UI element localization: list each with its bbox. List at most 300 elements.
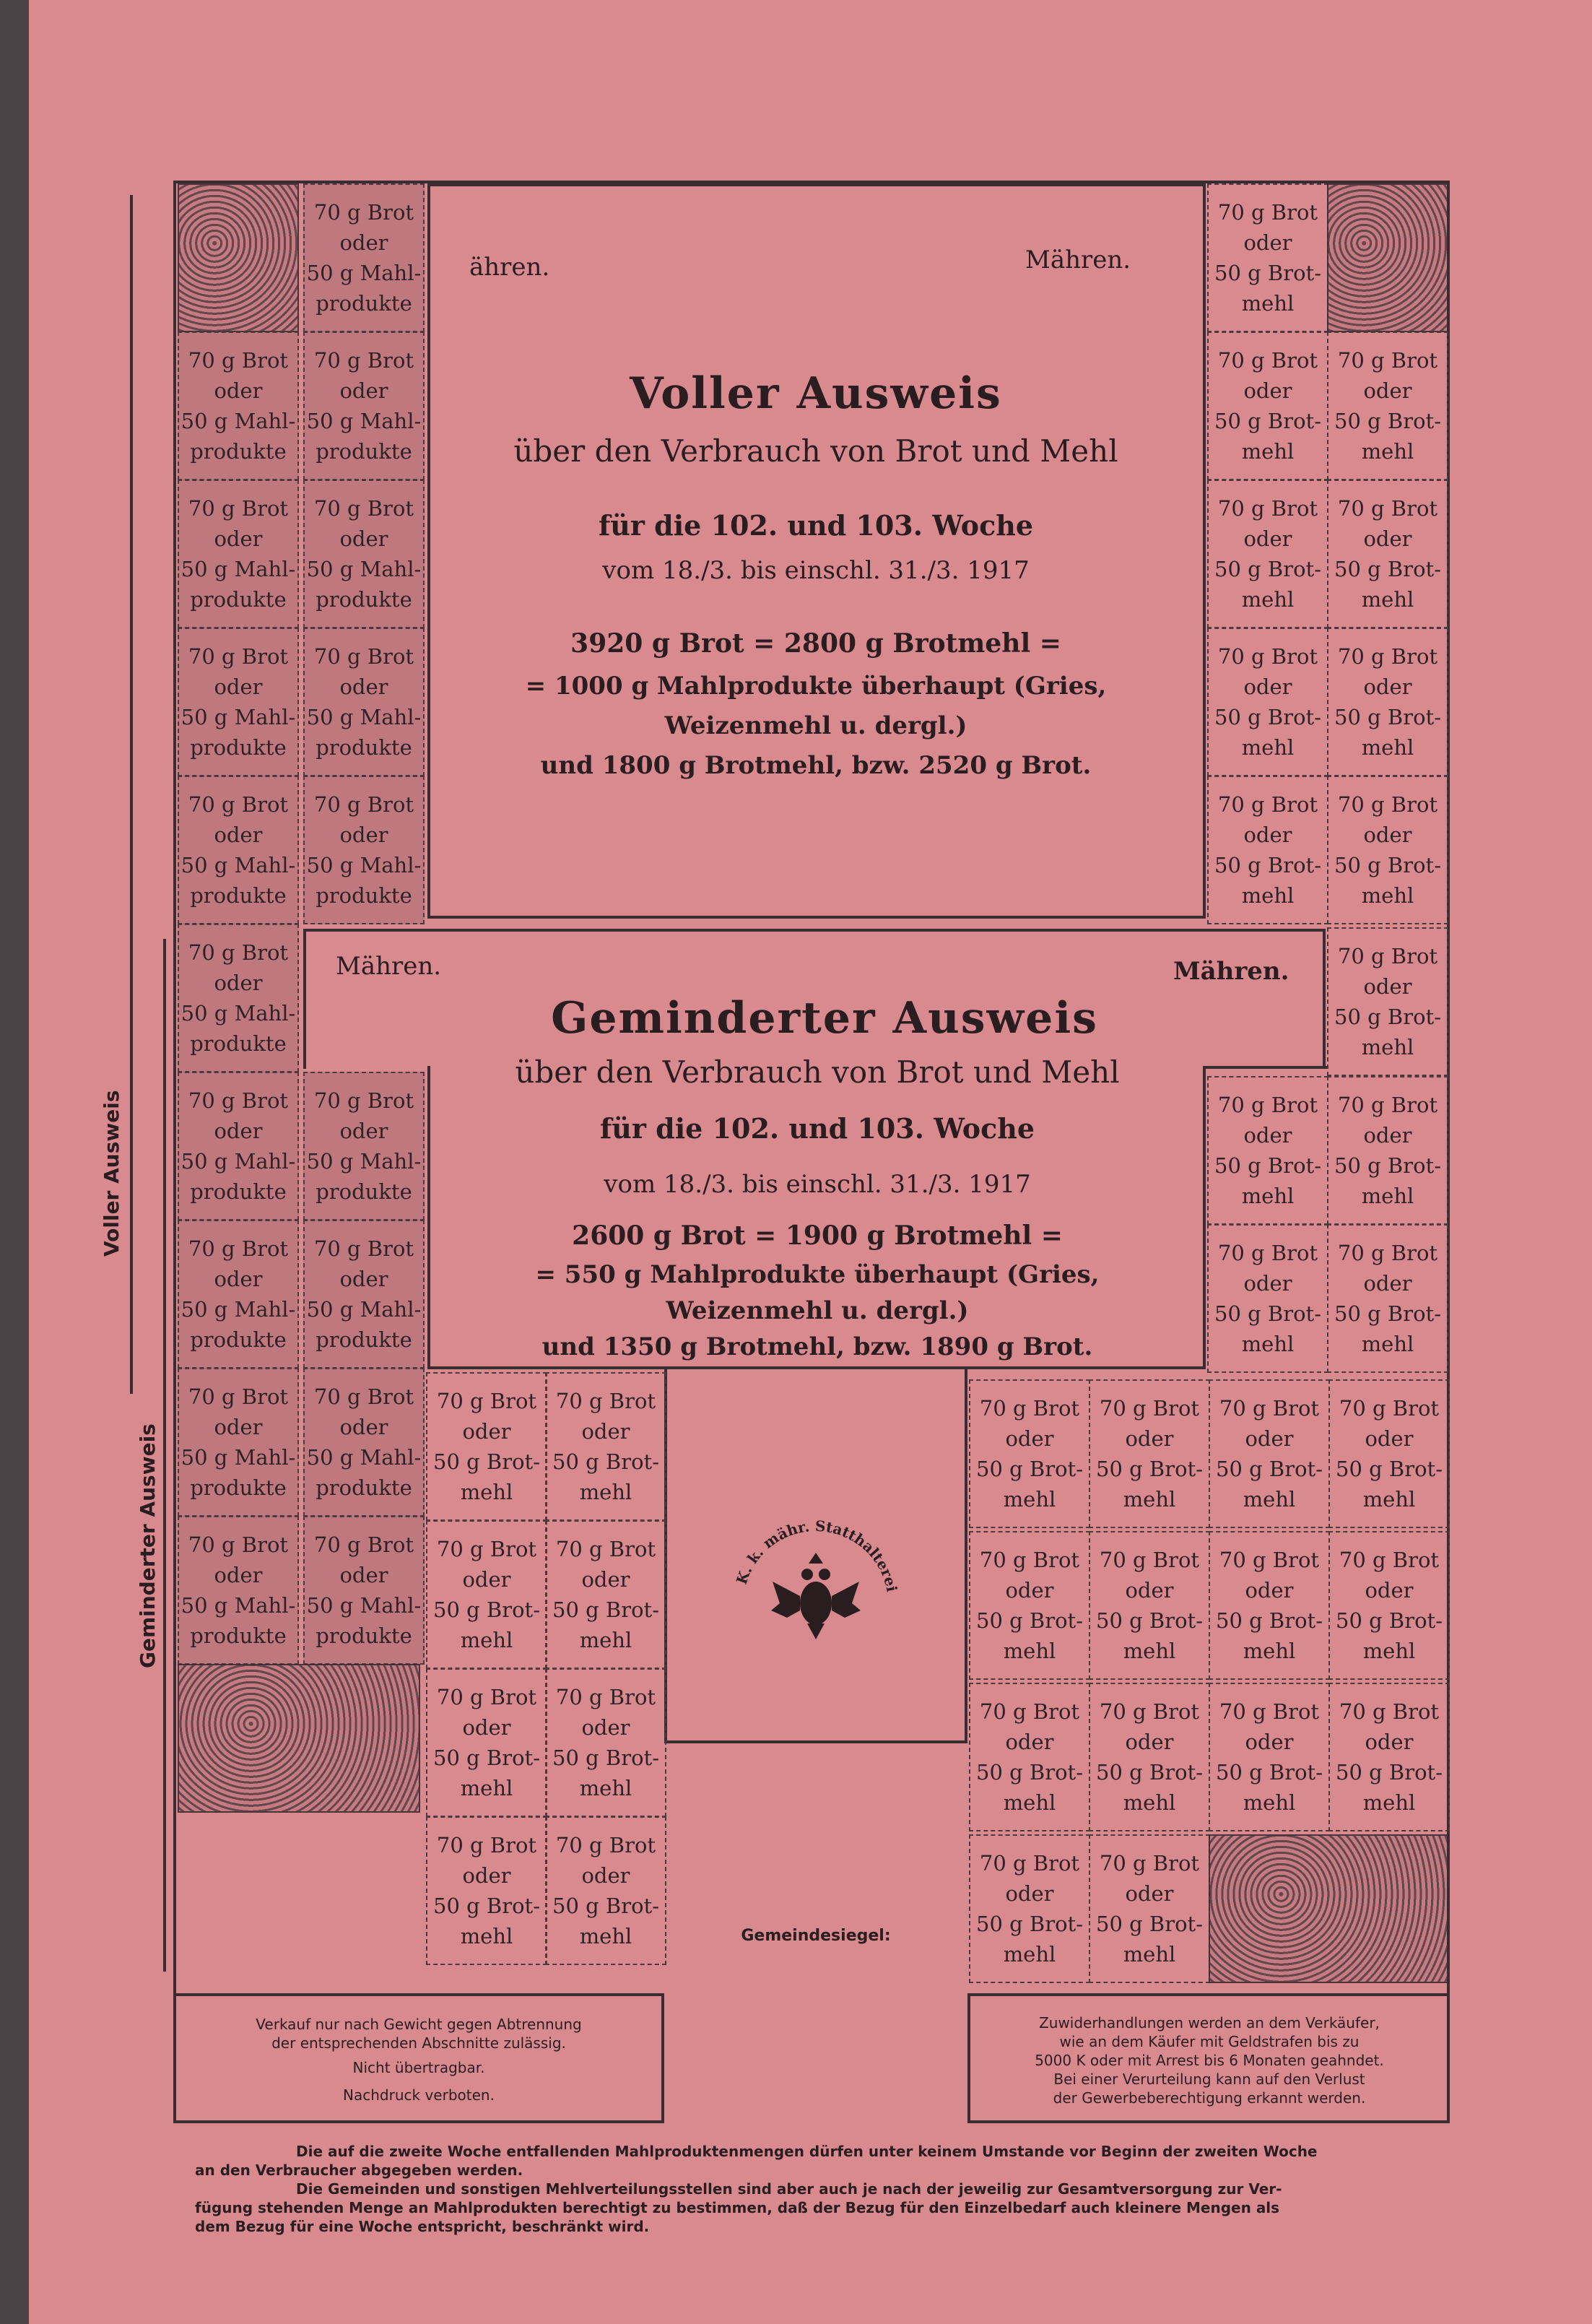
coupon-brotmehl[interactable]	[1207, 1076, 1328, 1225]
coupon-text-line: mehl	[1361, 1184, 1414, 1208]
coupon-text-line: 70 g Brot	[313, 200, 414, 225]
gemeindesiegel-label: Gemeindesiegel:	[741, 1927, 891, 1945]
coupon-text-line: oder	[1005, 1881, 1054, 1906]
coupon-text-line: 50 g Brot-	[1334, 853, 1441, 877]
scan-edge	[0, 0, 29, 2324]
gemindert-period: vom 18./3. bis einschl. 31./3. 1917	[604, 1170, 1031, 1199]
footer-line-5: dem Bezug für eine Woche entspricht, beschränkt wird.	[195, 2218, 650, 2235]
coupon-text-line: 50 g Mahl-	[306, 705, 422, 729]
coupon-mahlprodukte[interactable]	[178, 331, 299, 480]
coupon-text-line: 70 g Brot	[979, 1548, 1080, 1572]
coupon-text-line: 50 g Brot-	[976, 1457, 1083, 1481]
coupon-text-line: 70 g Brot	[1337, 1093, 1438, 1117]
voller-line2: = 1000 g Mahlprodukte überhaupt (Gries,	[525, 672, 1107, 701]
coupon-text-line: 50 g Brot-	[1214, 853, 1321, 877]
coupon-text-line: 50 g Brot-	[1336, 1760, 1443, 1785]
coupon-brotmehl[interactable]	[426, 1520, 547, 1669]
coupon-text-line: oder	[1125, 1730, 1174, 1754]
coupon-text-line: mehl	[1241, 1332, 1295, 1356]
coupon-text-line: oder	[214, 675, 263, 699]
coupon-text-line: 50 g Brot-	[1334, 1301, 1441, 1326]
coupon-brotmehl[interactable]	[1089, 1683, 1210, 1831]
coupon-text-line: 50 g Brot-	[1334, 1005, 1441, 1029]
coupon-brotmehl[interactable]	[1327, 1076, 1448, 1225]
coupon-text-line: mehl	[1243, 1639, 1296, 1663]
coupon-text-line: 70 g Brot	[555, 1685, 656, 1709]
coupon-text-line: produkte	[190, 439, 287, 464]
coupon-text-line: 70 g Brot	[555, 1833, 656, 1857]
footer-line-1: Die auf die zweite Woche entfallenden Mahlproduktenmengen dürfen unter keinem Umstande vor Beginn der zweiten Woche	[296, 2143, 1318, 2160]
coupon-text-line: produkte	[190, 1179, 287, 1204]
coupon-brotmehl[interactable]	[969, 1683, 1090, 1831]
coupon-text-line: 70 g Brot	[313, 1532, 414, 1557]
coupon-brotmehl[interactable]	[545, 1668, 666, 1817]
coupon-text-line: 70 g Brot	[188, 1384, 289, 1409]
coupon-text-line: mehl	[1241, 735, 1295, 760]
coupon-text-line: produkte	[190, 1031, 287, 1056]
region-label-right: Mähren.	[1025, 246, 1131, 274]
coupon-text-line: mehl	[579, 1776, 632, 1800]
coupon-text-line: 70 g Brot	[1099, 1851, 1200, 1876]
coupon-text-line: mehl	[1241, 883, 1295, 908]
coupon-text-line: produkte	[316, 1475, 412, 1500]
coupon-text-line: produkte	[190, 883, 287, 908]
coupon-brotmehl[interactable]	[969, 1379, 1090, 1528]
coupon-brotmehl[interactable]	[1328, 1531, 1450, 1680]
coupon-text-line: 70 g Brot	[313, 1088, 414, 1113]
seal-text: K. k. mähr. Statthalterei	[732, 1517, 901, 1594]
coupon-text-line: oder	[1005, 1730, 1054, 1754]
coupon-text-line: 50 g Brot-	[433, 1597, 540, 1622]
region-label-right-2: Mähren.	[1173, 957, 1289, 986]
coupon-text-line: mehl	[1003, 1790, 1056, 1815]
coupon-brotmehl[interactable]	[1207, 776, 1328, 924]
coupon-mahlprodukte[interactable]	[303, 628, 425, 776]
coupon-text-line: mehl	[1003, 1942, 1056, 1967]
coupon-text-line: oder	[1245, 1578, 1294, 1603]
coupon-text-line: 70 g Brot	[1217, 1093, 1318, 1117]
coupon-text-line: oder	[1243, 230, 1292, 255]
coupon-text-line: mehl	[1361, 587, 1414, 612]
coupon-text-line: mehl	[1123, 1942, 1176, 1967]
coupon-text-line: oder	[1245, 1730, 1294, 1754]
coupon-text-line: oder	[214, 1119, 263, 1143]
coupon-text-line: 50 g Brot-	[976, 1912, 1083, 1936]
coupon-mahlprodukte[interactable]	[303, 1368, 425, 1517]
coupon-text-line: mehl	[1361, 735, 1414, 760]
coupon-text-line: produkte	[190, 1327, 287, 1352]
coupon-text-line: produkte	[316, 883, 412, 908]
coupon-brotmehl[interactable]	[1207, 183, 1328, 332]
coupon-text-line: 70 g Brot	[1337, 1241, 1438, 1265]
coupon-text-line: mehl	[1361, 1332, 1414, 1356]
coupon-text-line: 50 g Brot-	[433, 1449, 540, 1474]
coupon-text-line: mehl	[1361, 1035, 1414, 1059]
coupon-text-line: oder	[214, 378, 263, 403]
coupon-text-line: oder	[1363, 1123, 1412, 1148]
gemindert-line1: 2600 g Brot = 1900 g Brotmehl =	[572, 1220, 1063, 1251]
coupon-text-line: 50 g Brot-	[1096, 1912, 1203, 1936]
coupon-text-line: 70 g Brot	[1339, 1396, 1440, 1421]
voller-line3: Weizenmehl u. dergl.)	[664, 711, 967, 740]
coupon-brotmehl[interactable]	[1328, 1683, 1450, 1831]
coupon-brotmehl[interactable]	[1209, 1531, 1330, 1680]
coupon-brotmehl[interactable]	[1209, 1683, 1330, 1831]
coupon-text-line: 70 g Brot	[1099, 1396, 1200, 1421]
coupon-text-line: 50 g Mahl-	[306, 1445, 422, 1470]
coupon-text-line: mehl	[460, 1776, 513, 1800]
left-notice-1: Verkauf nur nach Gewicht gegen Abtrennung	[256, 2016, 582, 2033]
coupon-text-line: 50 g Brot-	[552, 1449, 659, 1474]
gemindert-line2: = 550 g Mahlprodukte überhaupt (Gries,	[535, 1260, 1100, 1289]
coupon-text-line: 70 g Brot	[1217, 348, 1318, 373]
coupon-mahlprodukte[interactable]	[178, 1220, 299, 1369]
coupon-text-line: 50 g Mahl-	[306, 557, 422, 581]
coupon-text-line: 70 g Brot	[188, 1532, 289, 1557]
voller-line1: 3920 g Brot = 2800 g Brotmehl =	[570, 628, 1061, 659]
coupon-text-line: produkte	[316, 291, 412, 316]
coupon-mahlprodukte[interactable]	[303, 183, 425, 332]
coupon-text-line: 70 g Brot	[313, 1236, 414, 1261]
coupon-brotmehl[interactable]	[1327, 1224, 1448, 1373]
coupon-brotmehl[interactable]	[1207, 628, 1328, 776]
coupon-text-line: 50 g Brot-	[1214, 261, 1321, 285]
coupon-text-line: 50 g Brot-	[552, 1894, 659, 1918]
coupon-brotmehl[interactable]	[426, 1372, 547, 1521]
coupon-text-line: 50 g Brot-	[976, 1760, 1083, 1785]
coupon-text-line: 50 g Mahl-	[180, 557, 296, 581]
guilloche-pattern	[1209, 1834, 1448, 1983]
coupon-text-line: oder	[1243, 1271, 1292, 1296]
coupon-text-line: 70 g Brot	[1337, 644, 1438, 669]
coupon-text-line: produkte	[316, 1179, 412, 1204]
coupon-mahlprodukte[interactable]	[303, 331, 425, 480]
coupon-text-line: mehl	[1243, 1790, 1296, 1815]
coupon-text-line: oder	[1363, 526, 1412, 551]
coupon-text-line: produkte	[316, 735, 412, 760]
region-label-left: ähren.	[469, 253, 550, 282]
coupon-brotmehl[interactable]	[1207, 480, 1328, 628]
coupon-text-line: 70 g Brot	[1219, 1699, 1320, 1724]
coupon-brotmehl[interactable]	[1327, 480, 1448, 628]
coupon-brotmehl[interactable]	[426, 1668, 547, 1817]
coupon-brotmehl[interactable]	[1327, 331, 1448, 480]
coupon-text-line: oder	[339, 230, 388, 255]
coupon-text-line: mehl	[1241, 1184, 1295, 1208]
coupon-text-line: 50 g Brot-	[1334, 557, 1441, 581]
right-notice-5: der Gewerbeberechtigung erkannt werden.	[1053, 2089, 1366, 2107]
coupon-text-line: 70 g Brot	[1337, 348, 1438, 373]
gemindert-line4: und 1350 g Brotmehl, bzw. 1890 g Brot.	[541, 1332, 1093, 1361]
guilloche-pattern	[178, 1664, 420, 1813]
coupon-text-line: 50 g Brot-	[1096, 1760, 1203, 1785]
coupon-text-line: mehl	[1003, 1487, 1056, 1512]
coupon-text-line: oder	[214, 823, 263, 847]
coupon-text-line: produkte	[190, 1475, 287, 1500]
coupon-text-line: oder	[1363, 675, 1412, 699]
coupon-brotmehl[interactable]	[1327, 628, 1448, 776]
coupon-text-line: oder	[1243, 1123, 1292, 1148]
coupon-text-line: oder	[214, 971, 263, 995]
coupon-mahlprodukte[interactable]	[178, 1516, 299, 1665]
coupon-text-line: oder	[1365, 1578, 1414, 1603]
imperial-seal	[722, 1495, 910, 1654]
coupon-mahlprodukte[interactable]	[178, 1368, 299, 1517]
voller-subtitle: über den Verbrauch von Brot und Mehl	[513, 433, 1118, 469]
coupon-text-line: mehl	[1241, 439, 1295, 464]
coupon-text-line: 50 g Brot-	[976, 1608, 1083, 1633]
coupon-text-line: 50 g Brot-	[433, 1746, 540, 1770]
coupon-text-line: produkte	[316, 1327, 412, 1352]
coupon-text-line: 70 g Brot	[188, 496, 289, 521]
voller-panel	[427, 183, 1206, 919]
coupon-text-line: oder	[339, 378, 388, 403]
coupon-text-line: oder	[462, 1567, 511, 1592]
coupon-text-line: oder	[1363, 974, 1412, 999]
gemindert-subtitle: über den Verbrauch von Brot und Mehl	[515, 1054, 1120, 1090]
coupon-text-line: 70 g Brot	[436, 1833, 537, 1857]
coupon-brotmehl[interactable]	[969, 1531, 1090, 1680]
coupon-text-line: 50 g Brot-	[1216, 1457, 1323, 1481]
coupon-text-line: oder	[1125, 1881, 1174, 1906]
guilloche-pattern	[178, 183, 299, 332]
coupon-text-line: produkte	[190, 735, 287, 760]
coupon-text-line: 70 g Brot	[1217, 200, 1318, 225]
coupon-mahlprodukte[interactable]	[303, 1516, 425, 1665]
coupon-text-line: 70 g Brot	[188, 1088, 289, 1113]
coupon-text-line: 50 g Brot-	[1214, 1153, 1321, 1178]
coupon-text-line: 50 g Mahl-	[180, 1149, 296, 1174]
coupon-brotmehl[interactable]	[1207, 331, 1328, 480]
coupon-text-line: oder	[1363, 1271, 1412, 1296]
coupon-text-line: 70 g Brot	[436, 1537, 537, 1561]
coupon-brotmehl[interactable]	[1209, 1379, 1330, 1528]
right-notice-4: Bei einer Verurteilung kann auf den Verlust	[1053, 2071, 1365, 2088]
coupon-text-line: 50 g Brot-	[1214, 705, 1321, 729]
coupon-text-line: 70 g Brot	[1219, 1548, 1320, 1572]
coupon-text-line: mehl	[1123, 1487, 1176, 1512]
coupon-text-line: 50 g Brot-	[1096, 1457, 1203, 1481]
coupon-text-line: 70 g Brot	[313, 644, 414, 669]
coupon-text-line: mehl	[1362, 1487, 1416, 1512]
coupon-text-line: 70 g Brot	[1217, 792, 1318, 817]
coupon-text-line: oder	[1245, 1426, 1294, 1451]
coupon-text-line: 50 g Brot-	[433, 1894, 540, 1918]
right-notice-3: 5000 K oder mit Arrest bis 6 Monaten geahndet.	[1035, 2052, 1384, 2069]
coupon-text-line: mehl	[1362, 1639, 1416, 1663]
coupon-text-line: mehl	[1123, 1639, 1176, 1663]
coupon-text-line: mehl	[579, 1924, 632, 1948]
coupon-text-line: 70 g Brot	[313, 496, 414, 521]
voller-title: Voller Ausweis	[630, 368, 1002, 419]
coupon-text-line: mehl	[460, 1924, 513, 1948]
coupon-brotmehl[interactable]	[1327, 927, 1448, 1076]
coupon-text-line: mehl	[1003, 1639, 1056, 1663]
coupon-text-line: 50 g Mahl-	[180, 705, 296, 729]
coupon-brotmehl[interactable]	[1089, 1531, 1210, 1680]
frame-line	[173, 181, 176, 2029]
coupon-text-line: 50 g Mahl-	[306, 1297, 422, 1322]
gemindert-line3: Weizenmehl u. dergl.)	[666, 1296, 969, 1325]
coupon-mahlprodukte[interactable]	[178, 924, 299, 1072]
side-label-voller: Voller Ausweis	[100, 1090, 123, 1257]
coupon-text-line: oder	[1243, 526, 1292, 551]
coupon-text-line: 50 g Brot-	[1096, 1608, 1203, 1633]
coupon-text-line: oder	[214, 1267, 263, 1291]
coupon-text-line: 70 g Brot	[313, 1384, 414, 1409]
coupon-text-line: 50 g Mahl-	[180, 853, 296, 877]
coupon-text-line: 70 g Brot	[1219, 1396, 1320, 1421]
coupon-text-line: 50 g Mahl-	[306, 261, 422, 285]
guilloche-pattern	[1327, 183, 1448, 332]
coupon-text-line: 70 g Brot	[436, 1685, 537, 1709]
coupon-text-line: 50 g Mahl-	[306, 1149, 422, 1174]
coupon-brotmehl[interactable]	[545, 1520, 666, 1669]
coupon-text-line: 50 g Brot-	[1216, 1760, 1323, 1785]
coupon-text-line: 50 g Brot-	[1214, 409, 1321, 433]
coupon-mahlprodukte[interactable]	[178, 776, 299, 924]
coupon-text-line: 50 g Mahl-	[306, 409, 422, 433]
coupon-text-line: 50 g Brot-	[552, 1597, 659, 1622]
coupon-brotmehl[interactable]	[969, 1834, 1090, 1983]
coupon-text-line: oder	[339, 823, 388, 847]
left-notice-4: Nachdruck verboten.	[343, 2086, 495, 2104]
coupon-text-line: 50 g Mahl-	[180, 1445, 296, 1470]
frame-line	[1206, 1066, 1328, 1069]
coupon-text-line: 50 g Brot-	[1214, 1301, 1321, 1326]
coupon-mahlprodukte[interactable]	[303, 1072, 425, 1220]
coupon-text-line: oder	[462, 1715, 511, 1740]
footer-line-4: fügung stehenden Menge an Mahlprodukten berechtigt zu bestimmen, daß der Bezug für den Einzelbedarf auch kleinere Mengen als	[195, 2199, 1280, 2216]
coupon-brotmehl[interactable]	[1207, 1224, 1328, 1373]
coupon-text-line: oder	[462, 1863, 511, 1888]
coupon-text-line: mehl	[1241, 587, 1295, 612]
coupon-text-line: 50 g Mahl-	[180, 409, 296, 433]
coupon-text-line: mehl	[1362, 1790, 1416, 1815]
coupon-text-line: oder	[581, 1567, 630, 1592]
coupon-text-line: 70 g Brot	[436, 1389, 537, 1413]
coupon-text-line: 70 g Brot	[555, 1389, 656, 1413]
coupon-mahlprodukte[interactable]	[303, 480, 425, 628]
coupon-brotmehl[interactable]	[1089, 1379, 1210, 1528]
coupon-text-line: oder	[1125, 1426, 1174, 1451]
coupon-text-line: 50 g Mahl-	[180, 1297, 296, 1322]
coupon-text-line: 70 g Brot	[979, 1396, 1080, 1421]
side-label-gemindert: Geminderter Ausweis	[136, 1423, 160, 1668]
coupon-text-line: 50 g Brot-	[1334, 409, 1441, 433]
coupon-text-line: mehl	[579, 1480, 632, 1504]
coupon-text-line: 70 g Brot	[188, 644, 289, 669]
coupon-brotmehl[interactable]	[1327, 776, 1448, 924]
left-notice-2: der entsprechenden Abschnitte zulässig.	[271, 2034, 566, 2052]
coupon-text-line: oder	[339, 1267, 388, 1291]
coupon-text-line: mehl	[460, 1628, 513, 1652]
coupon-text-line: oder	[214, 1563, 263, 1587]
coupon-mahlprodukte[interactable]	[178, 628, 299, 776]
coupon-text-line: oder	[581, 1863, 630, 1888]
gemindert-title: Geminderter Ausweis	[551, 993, 1098, 1044]
coupon-brotmehl[interactable]	[1328, 1379, 1450, 1528]
coupon-text-line: 50 g Brot-	[1334, 705, 1441, 729]
coupon-text-line: 70 g Brot	[1217, 644, 1318, 669]
coupon-text-line: oder	[581, 1419, 630, 1444]
coupon-text-line: 70 g Brot	[1099, 1548, 1200, 1572]
coupon-mahlprodukte[interactable]	[178, 480, 299, 628]
coupon-text-line: 70 g Brot	[188, 348, 289, 373]
coupon-text-line: mehl	[460, 1480, 513, 1504]
coupon-text-line: oder	[1005, 1578, 1054, 1603]
coupon-text-line: 50 g Mahl-	[306, 853, 422, 877]
coupon-text-line: mehl	[1123, 1790, 1176, 1815]
coupon-text-line: oder	[1363, 823, 1412, 847]
coupon-text-line: 70 g Brot	[979, 1851, 1080, 1876]
coupon-text-line: 70 g Brot	[1337, 792, 1438, 817]
coupon-text-line: 50 g Brot-	[552, 1746, 659, 1770]
voller-line4: und 1800 g Brotmehl, bzw. 2520 g Brot.	[540, 751, 1092, 780]
coupon-text-line: oder	[339, 526, 388, 551]
voller-weeks: für die 102. und 103. Woche	[598, 509, 1034, 542]
coupon-text-line: 70 g Brot	[555, 1537, 656, 1561]
coupon-text-line: produkte	[190, 587, 287, 612]
double-eagle-icon	[771, 1553, 861, 1639]
coupon-text-line: 50 g Mahl-	[180, 1001, 296, 1026]
coupon-brotmehl[interactable]	[426, 1816, 547, 1965]
coupon-text-line: produkte	[190, 1623, 287, 1648]
coupon-text-line: oder	[339, 1119, 388, 1143]
coupon-text-line: oder	[1125, 1578, 1174, 1603]
coupon-text-line: 50 g Brot-	[1334, 1153, 1441, 1178]
coupon-text-line: oder	[339, 675, 388, 699]
coupon-text-line: mehl	[1241, 291, 1295, 316]
coupon-text-line: 50 g Brot-	[1214, 557, 1321, 581]
coupon-text-line: 70 g Brot	[1337, 944, 1438, 968]
coupon-text-line: 70 g Brot	[188, 940, 289, 965]
coupon-text-line: 70 g Brot	[1339, 1548, 1440, 1572]
side-rule-voller	[130, 195, 133, 1394]
coupon-mahlprodukte[interactable]	[303, 1220, 425, 1369]
coupon-text-line: produkte	[316, 439, 412, 464]
coupon-text-line: oder	[214, 526, 263, 551]
region-label-left-2: Mähren.	[336, 952, 442, 981]
coupon-text-line: mehl	[1361, 439, 1414, 464]
coupon-mahlprodukte[interactable]	[178, 1072, 299, 1220]
coupon-brotmehl[interactable]	[545, 1816, 666, 1965]
coupon-text-line: oder	[1365, 1730, 1414, 1754]
voller-period: vom 18./3. bis einschl. 31./3. 1917	[602, 556, 1030, 585]
coupon-text-line: mehl	[579, 1628, 632, 1652]
coupon-text-line: 70 g Brot	[188, 1236, 289, 1261]
footer-line-2: an den Verbraucher abgegeben werden.	[195, 2162, 523, 2179]
coupon-text-line: oder	[1365, 1426, 1414, 1451]
coupon-text-line: mehl	[1243, 1487, 1296, 1512]
coupon-mahlprodukte[interactable]	[303, 776, 425, 924]
right-notice-2: wie an dem Käufer mit Geldstrafen bis zu	[1059, 2033, 1360, 2050]
coupon-text-line: oder	[1363, 378, 1412, 403]
coupon-text-line: produkte	[316, 1623, 412, 1648]
coupon-text-line: oder	[214, 1415, 263, 1439]
coupon-text-line: produkte	[316, 587, 412, 612]
coupon-text-line: 70 g Brot	[979, 1699, 1080, 1724]
coupon-brotmehl[interactable]	[1089, 1834, 1210, 1983]
coupon-text-line: 70 g Brot	[313, 792, 414, 817]
coupon-text-line: oder	[1243, 378, 1292, 403]
coupon-text-line: mehl	[1361, 883, 1414, 908]
coupon-text-line: 50 g Brot-	[1336, 1608, 1443, 1633]
coupon-text-line: oder	[1005, 1426, 1054, 1451]
coupon-text-line: 70 g Brot	[1217, 496, 1318, 521]
coupon-text-line: 70 g Brot	[1217, 1241, 1318, 1265]
coupon-brotmehl[interactable]	[545, 1372, 666, 1521]
